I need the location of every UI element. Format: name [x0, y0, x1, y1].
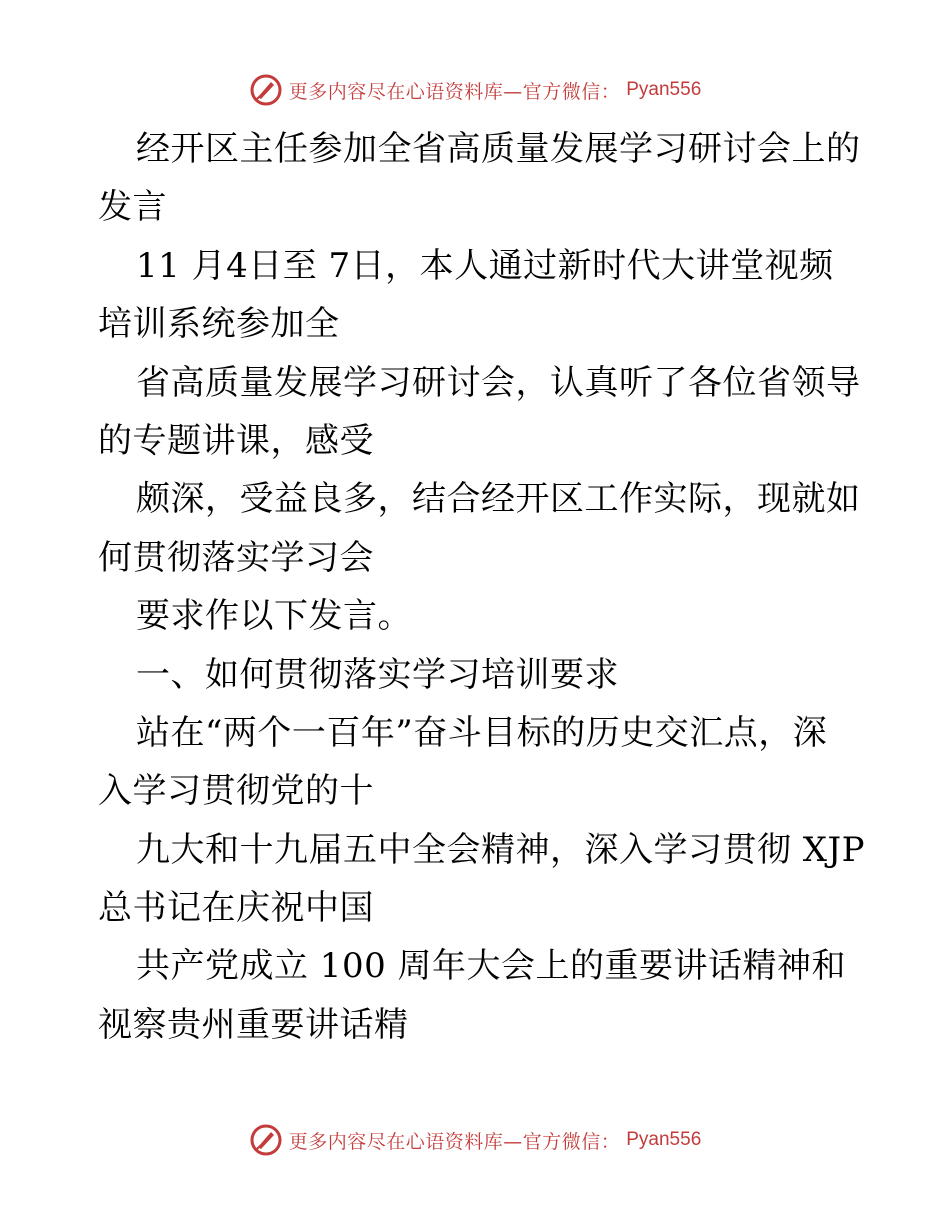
text-line: 11 月4日至 7日，本人通过新时代大讲堂视频 [136, 245, 834, 286]
quill-pen-logo-icon [249, 1123, 283, 1157]
text-line: 总书记在庆祝中国 [98, 888, 374, 929]
text-line: 培训系统参加全 [98, 304, 340, 345]
text-line: 共产党成立 100 周年大会上的重要讲话精神和 [136, 946, 847, 987]
text-line: 视察贵州重要讲话精 [98, 1004, 409, 1045]
text-line: 发言 [98, 187, 167, 228]
text-line: 经开区主任参加全省高质量发展学习研讨会上的 [136, 129, 861, 169]
banner-handle: Pyan556 [626, 79, 702, 100]
text-line: 省高质量发展学习研讨会，认真听了各位省领导 [136, 362, 861, 403]
banner-text: 更多内容尽在心语资料库—官方微信： [288, 1130, 621, 1153]
document-body [98, 120, 866, 1054]
text-line: 站在“两个一百年”奋斗目标的历史交汇点，深 [136, 712, 828, 753]
text-line: 的专题讲课，感受 [98, 420, 374, 461]
banner-handle: Pyan556 [626, 1129, 702, 1150]
text-line: 颇深，受益良多，结合经开区工作实际，现就如 [136, 479, 861, 520]
banner-text: 更多内容尽在心语资料库—官方微信： [288, 80, 621, 103]
text-line: 入学习贯彻党的十 [98, 771, 374, 812]
text-line: 一、如何贯彻落实学习培训要求 [136, 654, 619, 695]
header-banner [0, 70, 950, 110]
text-line: 要求作以下发言。 [136, 596, 412, 637]
quill-pen-logo-icon [249, 73, 283, 107]
text-line: 何贯彻落实学习会 [98, 537, 374, 578]
text-line: 九大和十九届五中全会精神，深入学习贯彻 XJP [136, 829, 866, 870]
footer-banner [0, 1120, 950, 1160]
